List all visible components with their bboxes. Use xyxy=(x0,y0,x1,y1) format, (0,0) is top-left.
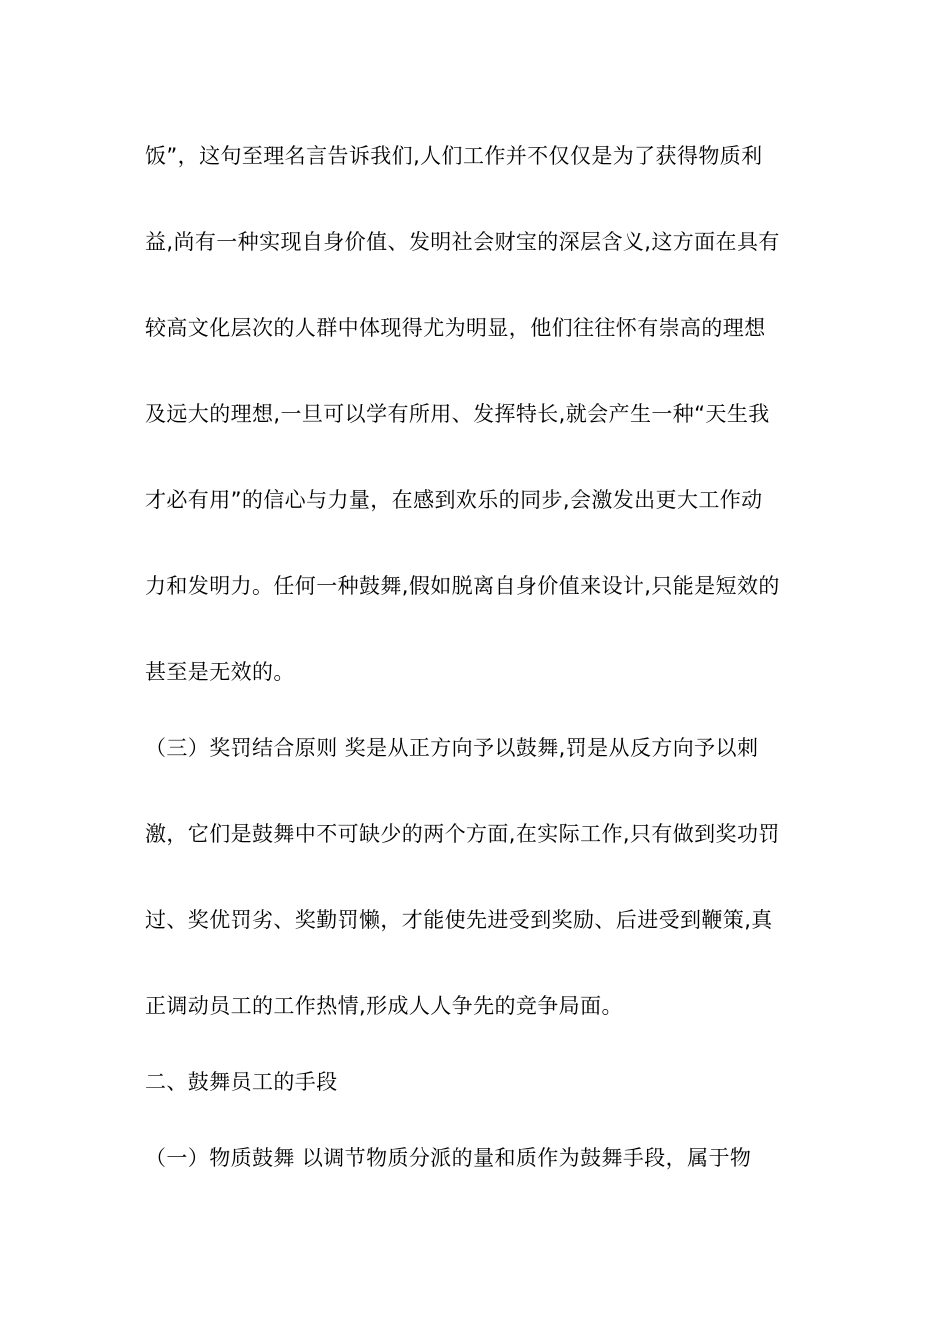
section-three-heading-line: （三）奖罚结合原则 奖是从正方向予以鼓舞,罚是从反方向予以刺 xyxy=(145,736,759,760)
text-line-7: 甚至是无效的。 xyxy=(145,660,295,684)
text-line-2: 益,尚有一种实现自身价值、发明社会财宝的深层含义,这方面在具有 xyxy=(145,230,780,254)
text-line-6: 力和发明力。任何一种鼓舞,假如脱离自身价值来设计,只能是短效的 xyxy=(145,574,780,598)
subsection-one-heading-line: （一）物质鼓舞 以调节物质分派的量和质作为鼓舞手段，属于物 xyxy=(145,1146,752,1170)
text-line-11: 正调动员工的工作热情,形成人人争先的竞争局面。 xyxy=(145,994,623,1018)
text-line-10: 过、奖优罚劣、奖勤罚懒，才能使先进受到奖励、后进受到鞭策,真 xyxy=(145,908,773,932)
text-line-9: 激，它们是鼓舞中不可缺少的两个方面,在实际工作,只有做到奖功罚 xyxy=(145,822,780,846)
text-line-3: 较高文化层次的人群中体现得尤为明显，他们往往怀有崇高的理想 xyxy=(145,316,766,340)
text-line-1: 饭”，这句至理名言告诉我们,人们工作并不仅仅是为了获得物质利 xyxy=(145,144,763,168)
text-line-5: 才必有用”的信心与力量，在感到欢乐的同步,会激发出更大工作动 xyxy=(145,488,763,512)
section-heading: 二、鼓舞员工的手段 xyxy=(145,1070,338,1094)
text-line-4: 及远大的理想,一旦可以学有所用、发挥特长,就会产生一种“天生我 xyxy=(145,402,770,426)
